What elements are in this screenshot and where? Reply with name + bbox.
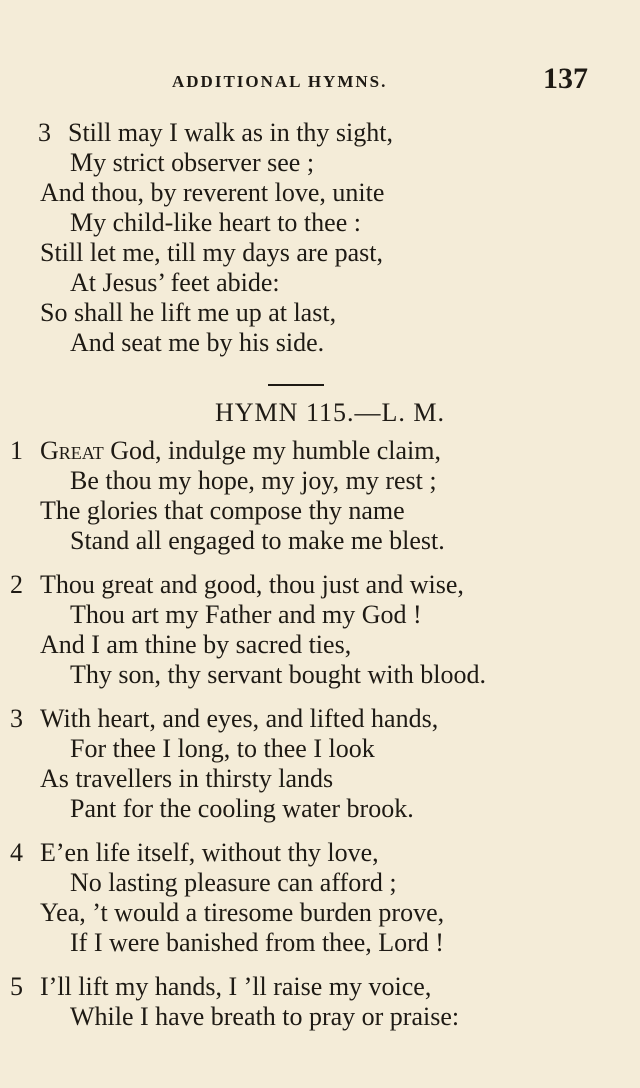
verse-line: [0, 570, 640, 600]
verse-line: [0, 838, 640, 868]
verse-line: No lasting pleasure can afford ;: [70, 868, 397, 897]
verse-number: 1: [10, 436, 23, 465]
verse-line-text: I’ll lift my hands, I ’ll raise my voice,: [40, 972, 432, 1001]
verse-line: As travellers in thirsty lands: [40, 764, 334, 793]
verse-line: Thou art my Father and my God !: [70, 600, 422, 629]
verse-line: Pant for the cooling water brook.: [70, 794, 414, 823]
verse-line: My child-like heart to thee :: [70, 208, 361, 237]
verse-line: [0, 118, 640, 148]
hymn-verse-2: [0, 570, 640, 690]
section-divider: [268, 384, 324, 386]
verse-line: And thou, by reverent love, unite: [40, 178, 385, 207]
hymn-verse-3: [0, 704, 640, 824]
page-number: 137: [543, 62, 588, 95]
verse-line: If I were banished from thee, Lord !: [70, 928, 444, 957]
verse-line: [0, 704, 640, 734]
verse-line: My strict observer see ;: [70, 148, 315, 177]
page-header: [0, 62, 640, 102]
verse-line-text: With heart, and eyes, and lifted hands,: [40, 704, 439, 733]
verse-line: For thee I long, to thee I look: [70, 734, 375, 763]
hymn-title: HYMN 115.—L. M.: [215, 398, 445, 427]
verse-line: Yea, ’t would a tiresome burden prove,: [40, 898, 445, 927]
verse-line-text: God, indulge my humble claim,: [103, 436, 442, 465]
verse-line: [0, 972, 640, 1002]
verse-line: And I am thine by sacred ties,: [40, 630, 352, 659]
verse-number: 5: [10, 972, 23, 1001]
verse-line: Still let me, till my days are past,: [40, 238, 384, 267]
hymn-verse-5: [0, 972, 640, 1032]
verse-number: 4: [10, 838, 23, 867]
page-content: [0, 118, 640, 1046]
verse-line: Stand all engaged to make me blest.: [70, 526, 445, 555]
verse-line: [0, 436, 640, 466]
verse-line: And seat me by his side.: [70, 328, 325, 357]
verse-line-text: Still may I walk as in thy sight,: [68, 118, 393, 147]
running-head: ADDITIONAL HYMNS.: [172, 72, 388, 91]
verse-first-word: Great: [40, 436, 104, 465]
verse-number: 2: [10, 570, 23, 599]
verse-line: At Jesus’ feet abide:: [70, 268, 280, 297]
verse-line: The glories that compose thy name: [40, 496, 405, 525]
verse-line: So shall he lift me up at last,: [40, 298, 337, 327]
verse-line-text: Thou great and good, thou just and wise,: [40, 570, 464, 599]
prev-hymn-verse: [0, 118, 640, 358]
hymn-verse-4: [0, 838, 640, 958]
hymn-verse-1: [0, 436, 640, 556]
verse-line: Be thou my hope, my joy, my rest ;: [70, 466, 437, 495]
verse-line: While I have breath to pray or praise:: [70, 1002, 460, 1031]
verse-number: 3: [38, 118, 51, 147]
verse-number: 3: [10, 704, 23, 733]
verse-line: Thy son, thy servant bought with blood.: [70, 660, 486, 689]
verse-line-text: E’en life itself, without thy love,: [40, 838, 379, 867]
